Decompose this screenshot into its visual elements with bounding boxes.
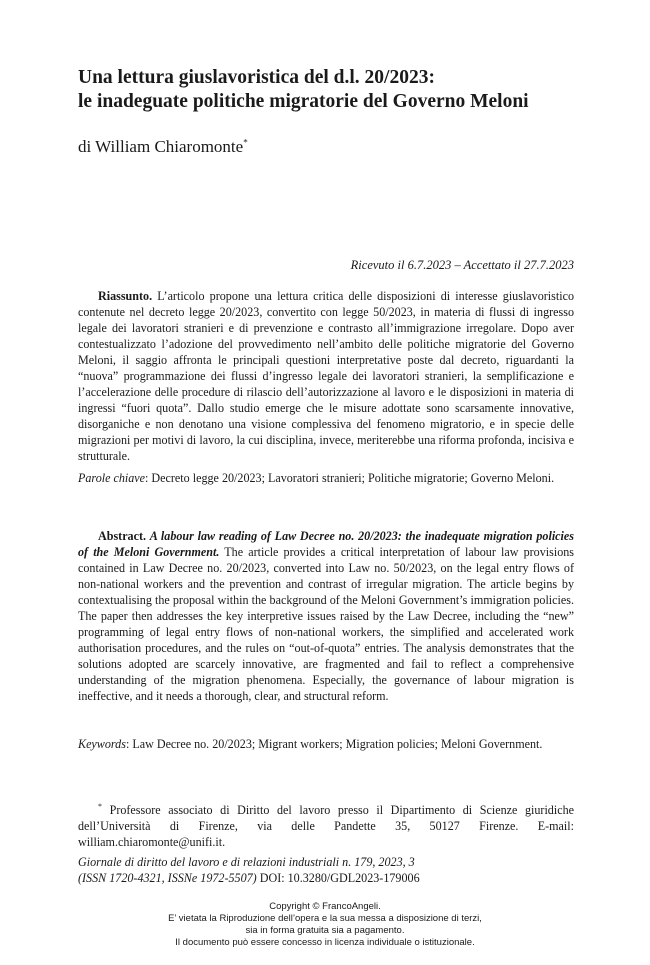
abstract-label: Abstract.: [98, 529, 147, 543]
copyright-notice: [0, 901, 650, 949]
author-name: di William Chiaromonte: [78, 137, 244, 156]
parole-chiave-paragraph: [78, 470, 574, 486]
copyright-line-1: Copyright © FrancoAngeli.: [269, 901, 381, 912]
journal-name-line: Giornale di diritto del lavoro e di relazioni industriali n. 179, 2023, 3: [78, 855, 415, 869]
author-footnote: [78, 799, 574, 850]
keywords-label: Keywords: [78, 737, 126, 751]
footnote-mark: *: [98, 802, 102, 811]
abstract-text: The article provides a critical interpretation of labour law provisions contained in Law Decree no. 20/2023, converted into Law no. 50/2023, on the legal entry flows of non-national workers and the prevention and contrast of irregular migration. The article begins by contextualising the proposal within the background of the Meloni Government’s immigration policies. The paper then addresses the key interpretive issues raised by the Law Decree, including the “new” programming of legal entry flows of non-national workers, the simplified and accelerated work authorisation procedures, and the rules on “out-of-quota” entries. The analysis demonstrates that the solutions adopted are scarcely innovative, are fragmented and fail to reflect a comprehensive understanding of the migration phenomena. Especially, the governance of labour migration is ineffective, and it needs a thorough, clear, and structural reform.: [78, 545, 574, 703]
riassunto-text: L’articolo propone una lettura critica delle disposizioni di interesse giuslavoristico contenute nel decreto legge 20/2023, convertito con legge 50/2023, in materia di flussi di ingresso legale dei lavoratori stranieri e di prevenzione e contrasto all’immigrazione irregolare. Dopo aver contestualizzato l’adozione del provvedimento nell’ambito delle politiche migratorie del Governo Meloni, il saggio affronta le principali questioni interpretative poste dal decreto, riguardanti la “nuova” programmazione dei flussi d’ingresso legale dei lavoratori stranieri, la semplificazione e l’accelerazione delle procedure di rilascio dell’autorizzazione al lavoro e le disposizioni in materia di ingressi “fuori quota”. Dallo studio emerge che le misure adottate sono scarsamente innovative, disorganiche e non denotano una visione complessiva del fenomeno migratorio, e in specie delle migrazioni per motivi di lavoro, la cui disciplina, invece, meriterebbe una riforma profonda, incisiva e strutturale.: [78, 289, 574, 463]
copyright-line-3: sia in forma gratuita sia a pagamento.: [245, 925, 405, 936]
keywords-text: : Law Decree no. 20/2023; Migrant workers; Migration policies; Meloni Government.: [125, 737, 543, 751]
title-line-2: le inadeguate politiche migratorie del Governo Meloni: [78, 91, 529, 112]
received-accepted-dates: Ricevuto il 6.7.2023 – Accettato il 27.7.2023: [350, 258, 574, 272]
journal-doi: DOI: 10.3280/GDL2023-179006: [256, 871, 420, 885]
footnote-text: Professore associato di Diritto del lavoro presso il Dipartimento di Scienze giuridiche dell’Università di Firenze, via delle Pandette 35, 50127 Firenze. E-mail: william.chiaromonte@unifi.it.: [78, 803, 574, 850]
copyright-line-4: Il documento può essere concesso in licenza individuale o istituzionale.: [175, 937, 475, 948]
author-footnote-mark: *: [243, 137, 248, 148]
riassunto-paragraph: [78, 288, 574, 464]
abstract-english-title: A labour law reading of Law Decree no. 20/2023: the inadequate migration policies of the Meloni Government.: [78, 529, 574, 559]
parole-chiave-text: : Decreto legge 20/2023; Lavoratori stranieri; Politiche migratorie; Governo Meloni.: [145, 471, 555, 485]
title-line-1: Una lettura giuslavoristica del d.l. 20/2023:: [78, 67, 435, 88]
parole-chiave-label: Parole chiave: [78, 471, 146, 485]
copyright-line-2: E’ vietata la Riproduzione dell’opera e la sua messa a disposizione di terzi,: [168, 913, 482, 924]
riassunto-label: Riassunto.: [98, 289, 153, 303]
journal-citation: [78, 854, 574, 886]
article-title: [78, 66, 598, 114]
abstract-paragraph: [78, 528, 574, 704]
journal-issn: (ISSN 1720-4321, ISSNe 1972-5507): [78, 871, 257, 885]
author-line: [78, 137, 248, 157]
keywords-paragraph: [78, 736, 574, 752]
